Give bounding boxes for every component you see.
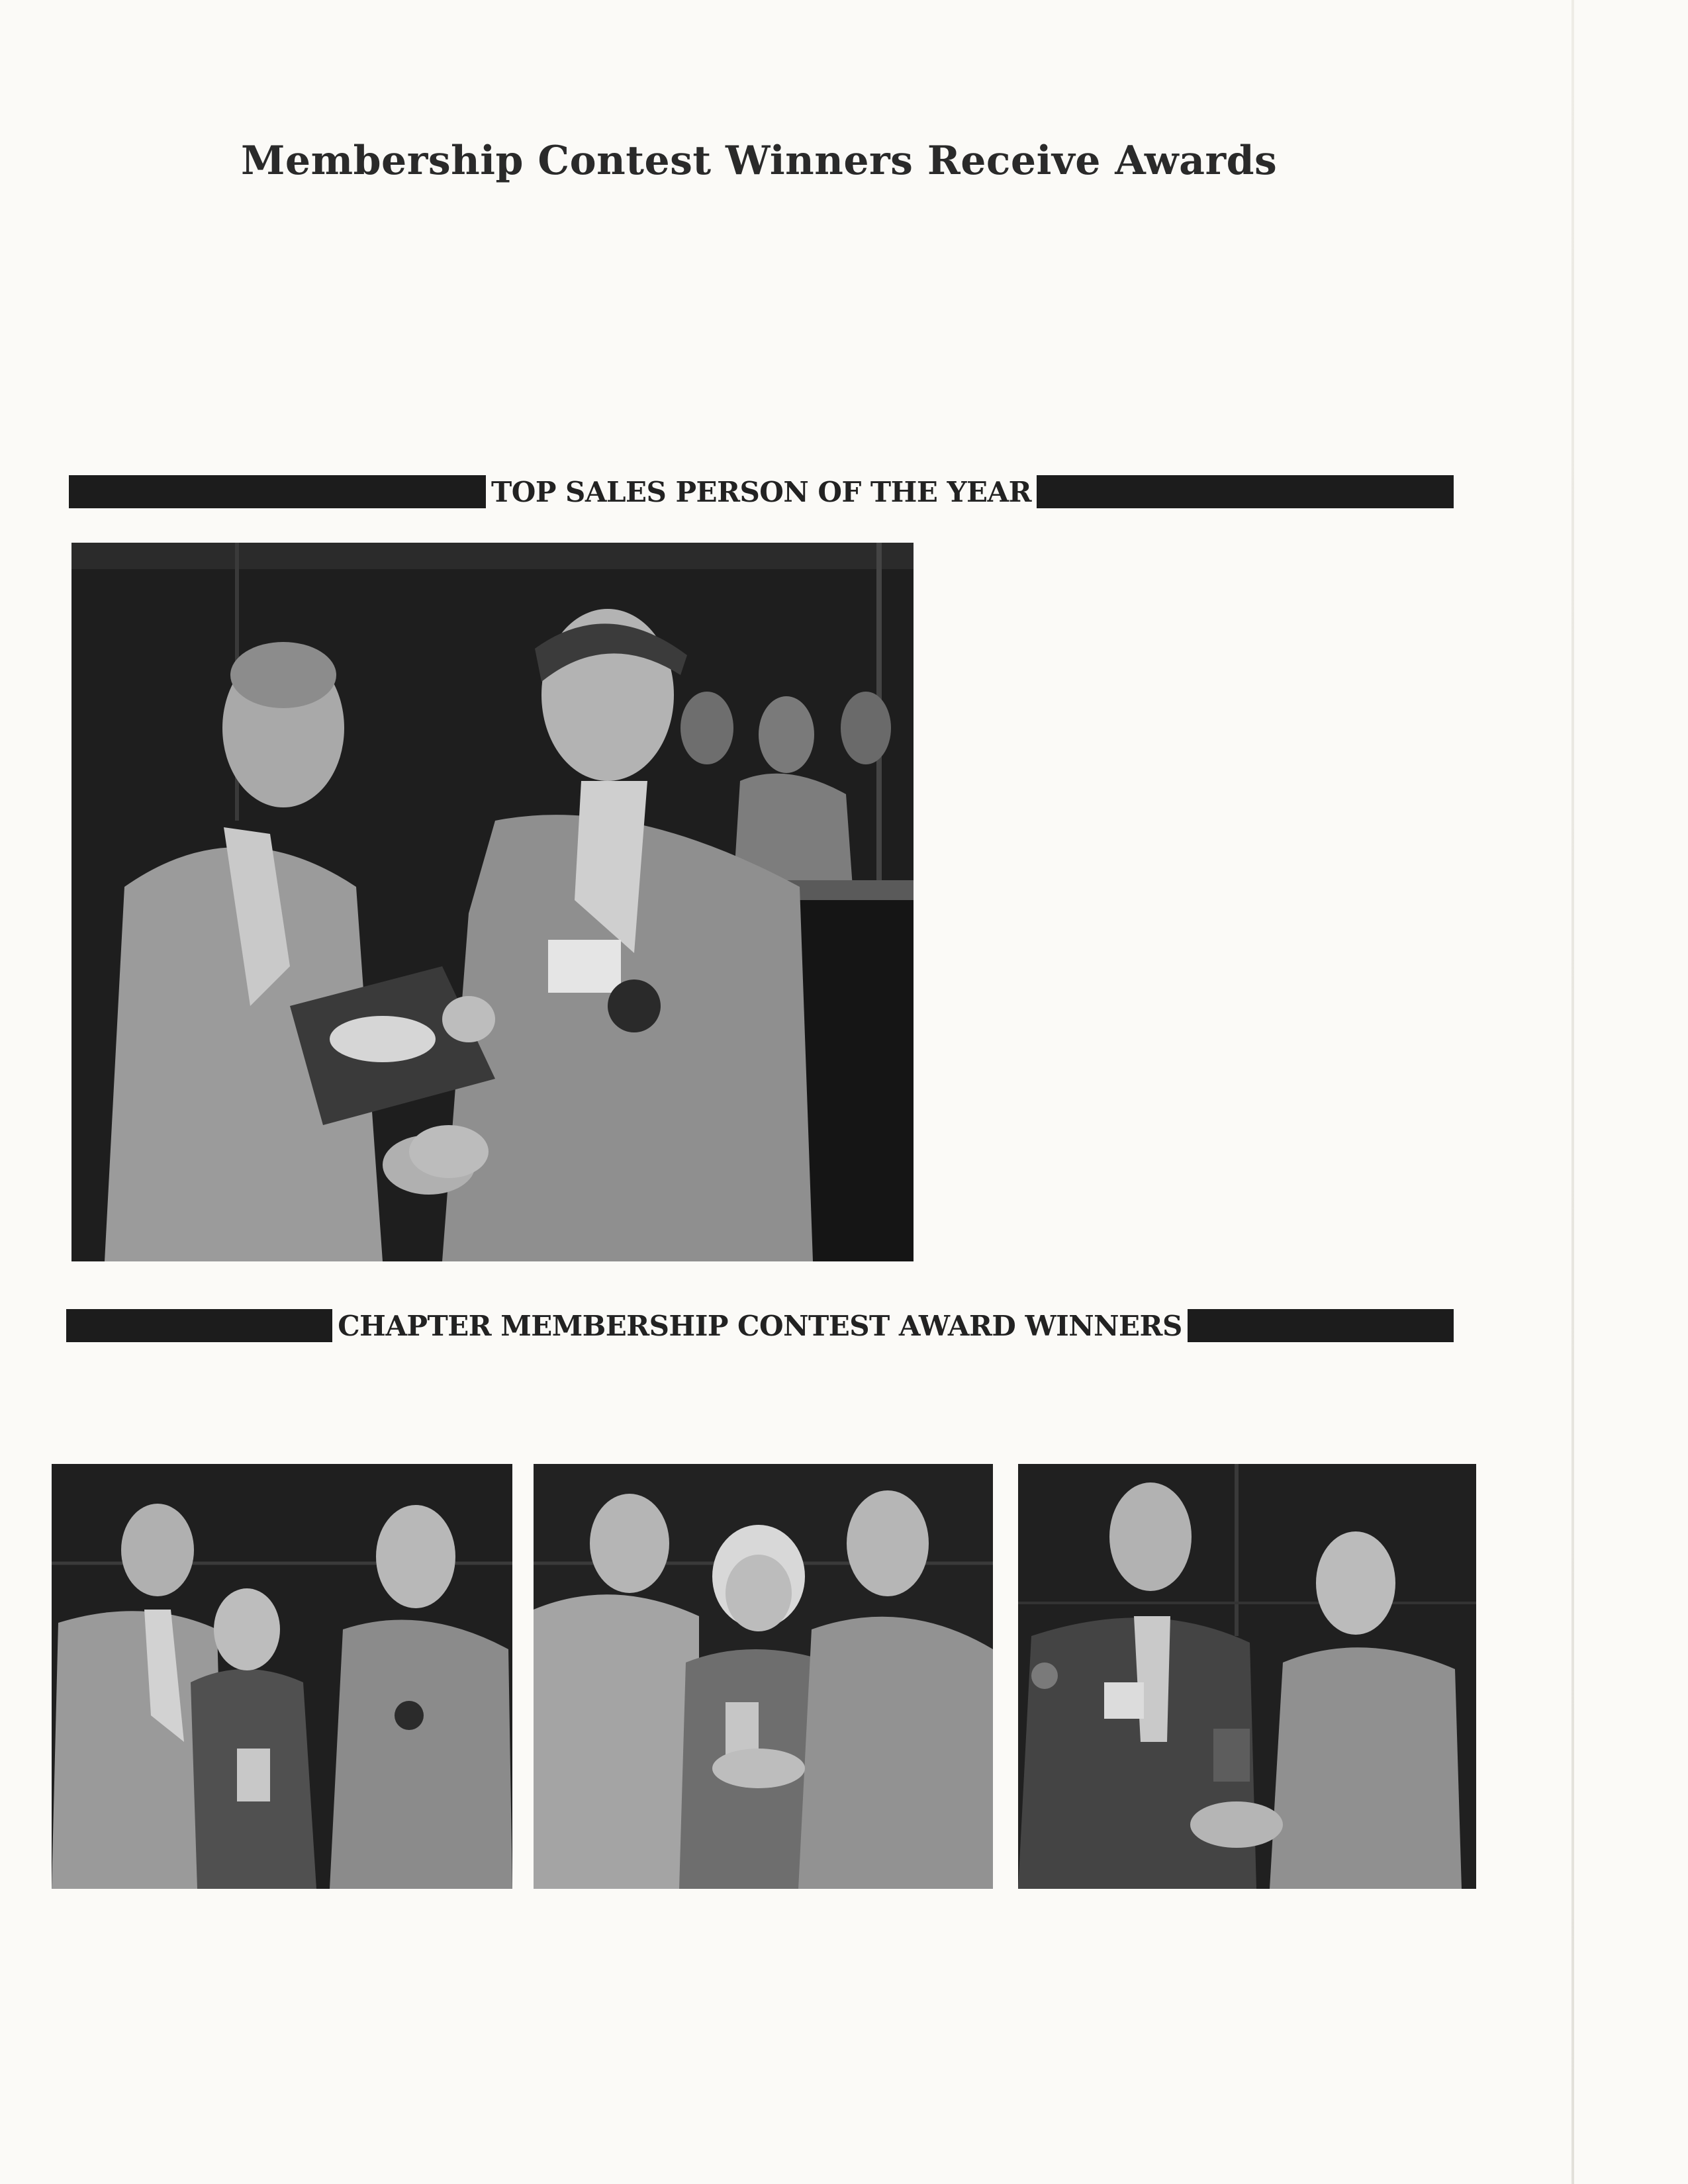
banner-label: TOP SALES PERSON OF THE YEAR [491,475,1031,508]
page-edge [1571,0,1574,2184]
chapter-award-photo-1 [52,1464,512,1889]
page-title: Membership Contest Winners Receive Awards [241,138,1278,184]
section-banner-top-sales [69,474,1454,510]
banner-bar-left [66,1309,332,1342]
banner-bar-right [1037,475,1454,508]
top-sales-award-photo [71,543,914,1261]
chapter-award-photo-3 [1018,1464,1476,1889]
section-banner-chapter-winners [66,1308,1454,1343]
chapter-award-photo-2 [534,1464,993,1889]
banner-label: CHAPTER MEMBERSHIP CONTEST AWARD WINNERS [338,1309,1182,1342]
banner-bar-right [1188,1309,1454,1342]
banner-bar-left [69,475,486,508]
